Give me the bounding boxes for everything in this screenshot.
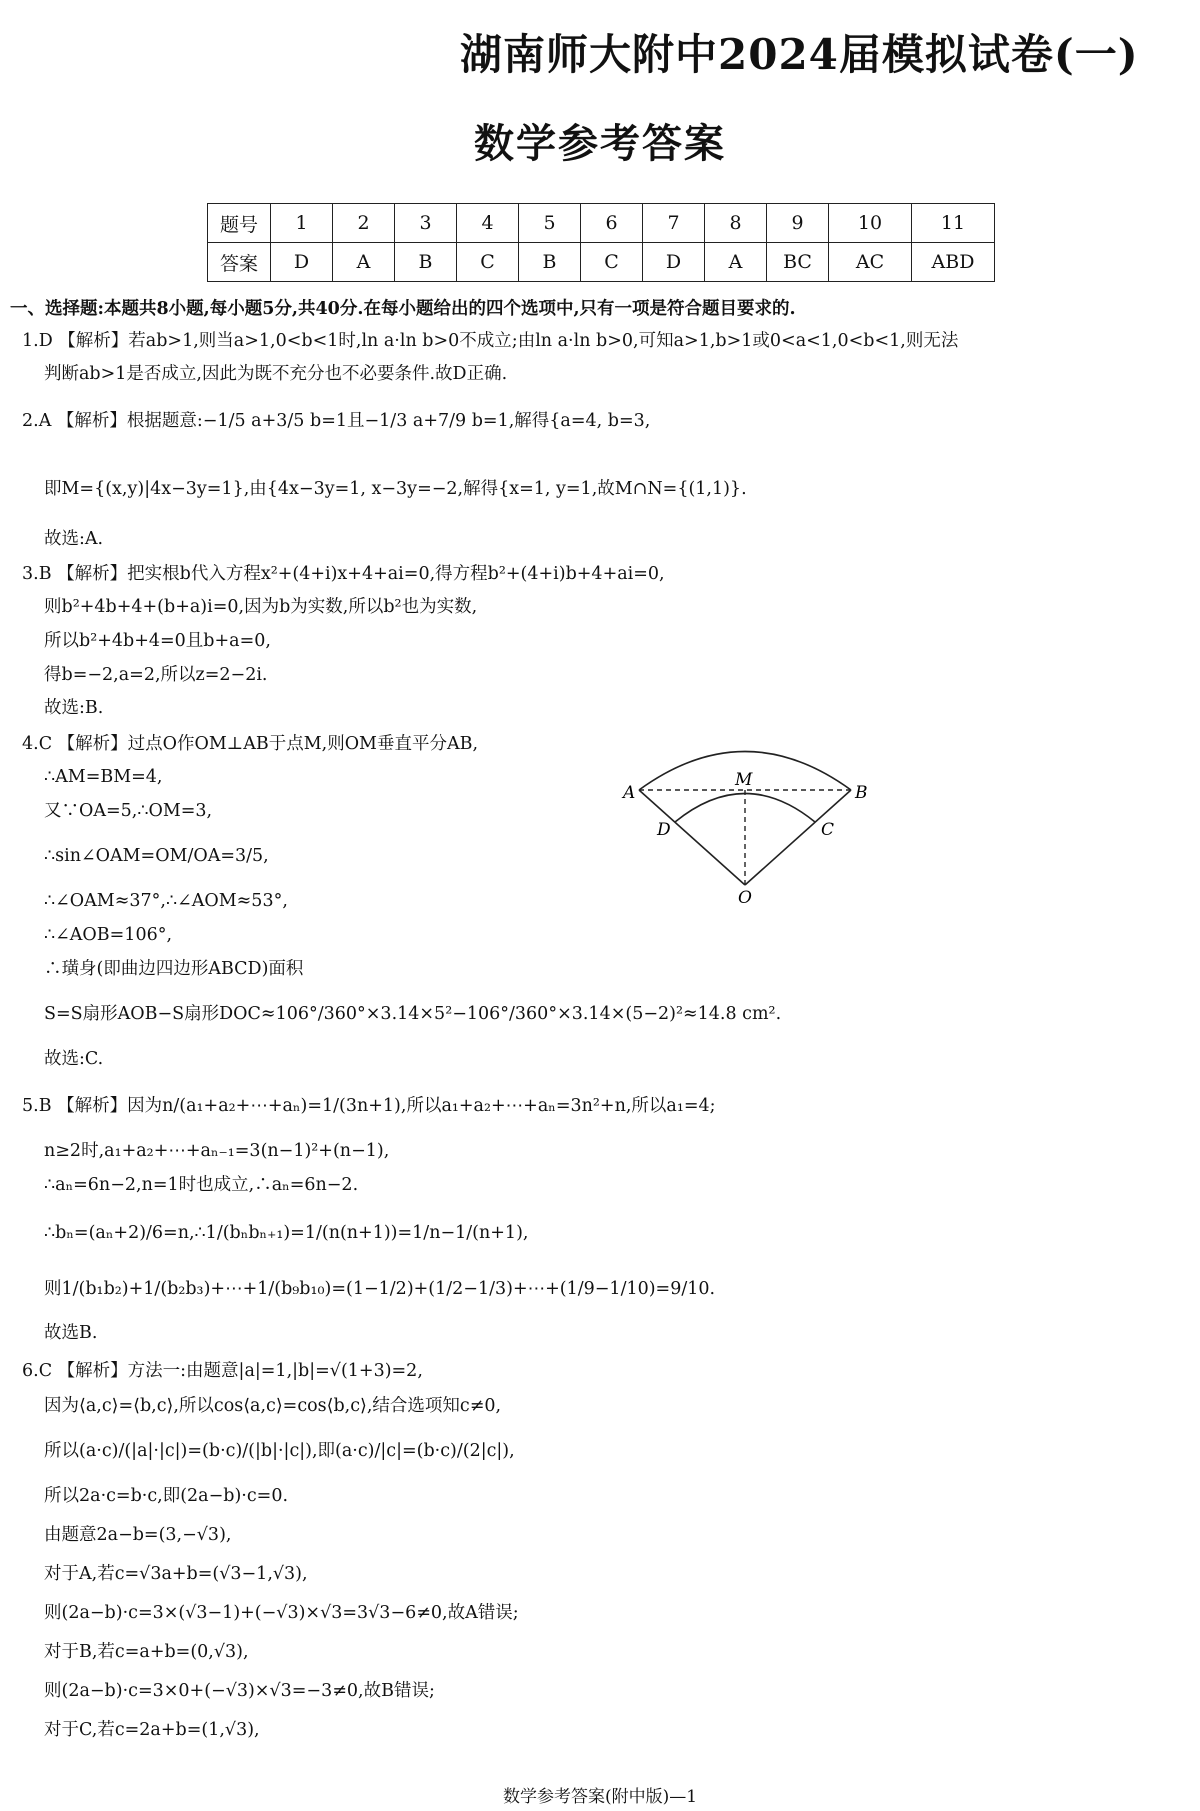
answer-table-answer-row (208, 243, 995, 282)
answer-cell: B (395, 243, 457, 282)
solution-line: 所以(a·c)/(|a|·|c|)=(b·c)/(|b|·|c|),即(a·c)/|c|=(b·c)/(2|c|), (44, 1441, 515, 1461)
question-number-cell: 11 (912, 204, 995, 243)
label-d: D (657, 820, 671, 840)
label-b: B (855, 783, 868, 803)
question-number-cell: 1 (271, 204, 333, 243)
solution-line: 故选B. (44, 1323, 98, 1343)
question-number-cell: 6 (581, 204, 643, 243)
solution-line: 故选:A. (44, 529, 104, 549)
solution-line: n≥2时,a₁+a₂+⋯+aₙ₋₁=3(n−1)²+(n−1), (44, 1141, 390, 1161)
question-number-cell: 8 (705, 204, 767, 243)
answer-cell: D (643, 243, 705, 282)
solution-line: 故选:C. (44, 1049, 104, 1069)
answer-cell: D (271, 243, 333, 282)
answer-table-number-row (208, 204, 995, 243)
question-number-cell: 9 (767, 204, 829, 243)
answer-cell: A (705, 243, 767, 282)
solution-line: ∴∠OAM≈37°,∴∠AOM≈53°, (44, 891, 288, 911)
solution-line: 对于B,若c=a+b=(0,√3), (44, 1642, 249, 1662)
solution-line: 对于C,若c=2a+b=(1,√3), (44, 1720, 260, 1740)
solution-line: 故选:B. (44, 698, 104, 718)
solution-line: ∴∠AOB=106°, (44, 925, 173, 945)
solution-line: ∴bₙ=(aₙ+2)/6=n,∴1/(bₙbₙ₊₁)=1/(n(n+1))=1/n−1/(n+1), (44, 1223, 529, 1243)
question-number-cell: 10 (829, 204, 912, 243)
question-number-cell: 2 (333, 204, 395, 243)
page-footer: 数学参考答案(附中版)—1 (502, 1787, 698, 1807)
question-number-cell: 7 (643, 204, 705, 243)
solution-line: ∴璜身(即曲边四边形ABCD)面积 (44, 959, 304, 979)
table-header-cell: 答案 (208, 243, 271, 282)
question-number-cell: 4 (457, 204, 519, 243)
answer-cell: C (457, 243, 519, 282)
solution-line: 又∵OA=5,∴OM=3, (44, 801, 213, 821)
label-m: M (735, 770, 753, 790)
answer-cell: A (333, 243, 395, 282)
solution-line: 2.A 【解析】根据题意:−1/5 a+3/5 b=1且−1/3 a+7/9 b=1,解得{a=4, b=3, (22, 411, 651, 431)
answer-cell: AC (829, 243, 912, 282)
solution-line: 1.D 【解析】若ab>1,则当a>1,0<b<1时,ln a·ln b>0不成立;由ln a·ln b>0,可知a>1,b>1或0<a<1,0<b<1,则无法 (22, 331, 959, 351)
label-o: O (738, 888, 752, 905)
section-heading: 一、选择题:本题共8小题,每小题5分,共40分.在每小题给出的四个选项中,只有一项是符合题目要求的. (10, 299, 796, 319)
solution-line: 则(2a−b)·c=3×0+(−√3)×√3=−3≠0,故B错误; (44, 1681, 435, 1701)
table-header-cell: 题号 (208, 204, 271, 243)
answer-cell: B (519, 243, 581, 282)
label-a: A (623, 783, 636, 803)
solution-line: 5.B 【解析】因为n/(a₁+a₂+⋯+aₙ)=1/(3n+1),所以a₁+a₂+⋯+aₙ=3n²+n,所以a₁=4; (22, 1096, 716, 1116)
solution-line: 即M={(x,y)|4x−3y=1},由{4x−3y=1, x−3y=−2,解得{x=1, y=1,故M∩N={(1,1)}. (44, 479, 747, 499)
solution-line: 则(2a−b)·c=3×(√3−1)+(−√3)×√3=3√3−6≠0,故A错误; (44, 1603, 519, 1623)
question-number-cell: 3 (395, 204, 457, 243)
question-number-cell: 5 (519, 204, 581, 243)
solution-line: 得b=−2,a=2,所以z=2−2i. (44, 665, 268, 685)
solution-line: S=S扇形AOB−S扇形DOC≈106°/360°×3.14×5²−106°/360°×3.14×(5−2)²≈14.8 cm². (44, 1004, 782, 1024)
solution-line: ∴AM=BM=4, (44, 767, 163, 787)
solution-line: 由题意2a−b=(3,−√3), (44, 1525, 232, 1545)
solution-line: ∴aₙ=6n−2,n=1时也成立,∴aₙ=6n−2. (44, 1175, 359, 1195)
answer-cell: BC (767, 243, 829, 282)
solution-line: 对于A,若c=√3a+b=(√3−1,√3), (44, 1564, 308, 1584)
solution-line: 判断ab>1是否成立,因此为既不充分也不必要条件.故D正确. (44, 364, 508, 384)
answer-cell: ABD (912, 243, 995, 282)
sector-figure (615, 735, 875, 905)
label-c: C (821, 820, 835, 840)
solution-line: 所以2a·c=b·c,即(2a−b)·c=0. (44, 1486, 289, 1506)
solution-line: 6.C 【解析】方法一:由题意|a|=1,|b|=√(1+3)=2, (22, 1361, 423, 1381)
solution-line: 所以b²+4b+4=0且b+a=0, (44, 631, 271, 651)
solution-line: 因为⟨a,c⟩=⟨b,c⟩,所以cos⟨a,c⟩=cos⟨b,c⟩,结合选项知c≠0, (44, 1396, 502, 1416)
document-title: 数学参考答案 (474, 120, 726, 167)
solution-line: 4.C 【解析】过点O作OM⊥AB于点M,则OM垂直平分AB, (22, 734, 479, 754)
solution-line: 则1/(b₁b₂)+1/(b₂b₃)+⋯+1/(b₉b₁₀)=(1−1/2)+(1/2−1/3)+⋯+(1/9−1/10)=9/10. (44, 1279, 716, 1299)
radius-ob (745, 790, 851, 885)
solution-line: 3.B 【解析】把实根b代入方程x²+(4+i)x+4+ai=0,得方程b²+(4+i)b+4+ai=0, (22, 564, 665, 584)
solution-line: ∴sin∠OAM=OM/OA=3/5, (44, 846, 269, 866)
radius-oa (639, 790, 745, 885)
school-title: 湖南师大附中2024届模拟试卷(一) (460, 30, 1139, 79)
solution-line: 则b²+4b+4+(b+a)i=0,因为b为实数,所以b²也为实数, (44, 597, 478, 617)
answer-cell: C (581, 243, 643, 282)
answer-table (207, 203, 995, 282)
